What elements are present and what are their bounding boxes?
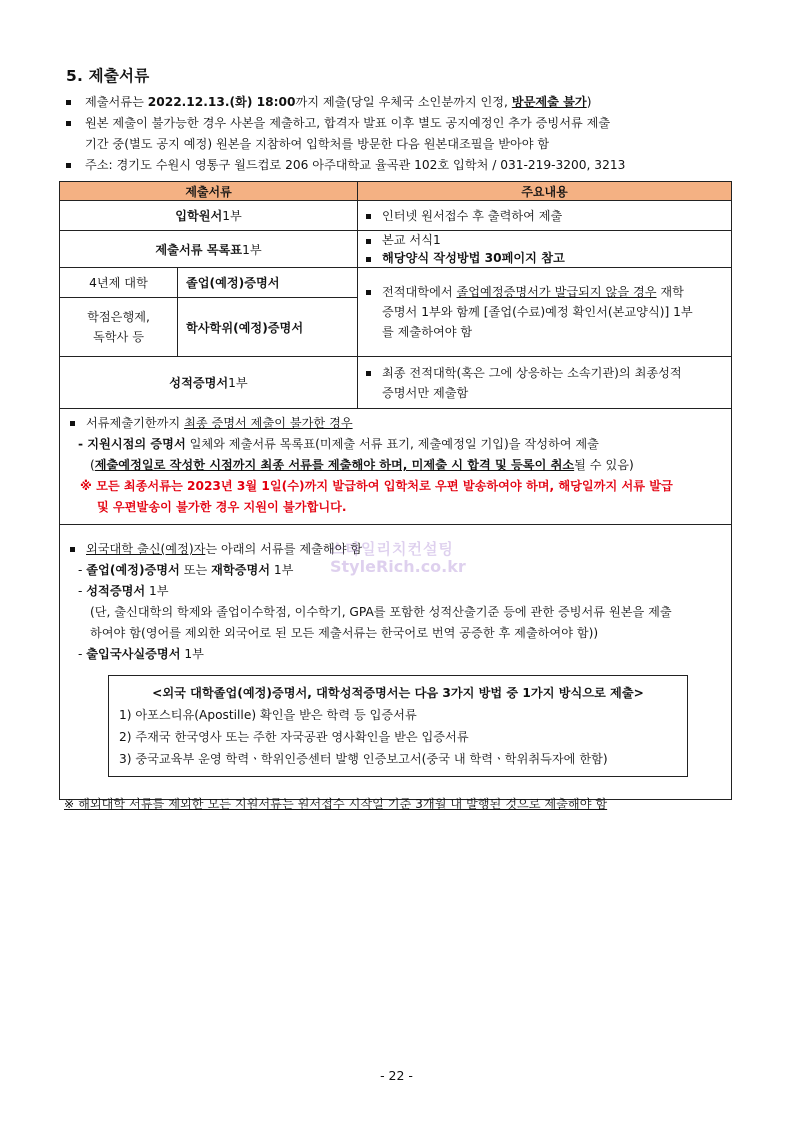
square-bullet-icon — [366, 214, 371, 219]
intro-bullets — [66, 92, 732, 176]
warning-note: ※ 모든 최종서류는 2023년 3월 1일(수)까지 발급하여 입학처로 우편 발송하여야 하며, 해당일까지 서류 발급 — [80, 479, 673, 493]
doc-transcript: 성적증명서 1부 — [60, 357, 358, 408]
page-number: - 22 - — [380, 1068, 413, 1083]
doc-graduation-cert: 졸업(예정)증명서 — [186, 276, 280, 290]
doc-checklist: 제출서류 목록표 1부 — [60, 231, 358, 267]
late-submission-block: 서류제출기한까지 최종 증명서 제출이 불가한 경우 - 지원시점의 증명서 일체와 제출서류 목록표(미제출 서류 표기, 제출예정일 기입)을 작성하여 제출 (제출예정일로 작성한 시점까지 최종 서류를 제출해야 하며, 미제출 시 합격 및 등록이 취소될 수 있음) ※ 모든 최종서류는 2023년 3월 1일(수)까지 발급하여 입학처로 우편 발송하여야 하며, 해당일까지 서류 발급 및 우편발송이 불가한 경우 지원이 불가합니다. — [60, 409, 731, 524]
header-content: 주요내용 — [521, 184, 568, 199]
bullet-deadline: 제출서류는 2022.12.13.(화) 18:00까지 제출(당일 우체국 소인분까지 인정, 방문제출 불가) — [66, 92, 732, 113]
bullet-address: 주소: 경기도 수원시 영통구 월드컵로 206 아주대학교 율곡관 102호 입학처 / 031-219-3200, 3213 — [66, 155, 732, 176]
table-row: 4년제 대학 졸업(예정)증명서 학점은행제, 독학사 등 학사학위(예정)증명서 전적대학에서 졸업예정증명서가 발급되지 않을 경우 재학 증명서 1부와 함께 [졸업(수료)예정 확인서(본교양식)] 1부 를 제출하여야 함 — [60, 267, 731, 356]
square-bullet-icon — [366, 371, 371, 376]
table-row: 제출서류 목록표 1부 본교 서식1 해당양식 작성방법 30페이지 참고 — [60, 230, 731, 267]
table-row: 입학원서 1부 인터넷 원서접수 후 출력하여 제출 — [60, 200, 731, 230]
table-row: 성적증명서 1부 최종 전적대학(혹은 그에 상응하는 소속기관)의 최종성적 증명서만 제출함 — [60, 356, 731, 408]
watermark-logo: 스타일리치컨설팅 StyleRich.co.kr — [330, 540, 466, 576]
doc-application: 입학원서 1부 — [60, 201, 358, 230]
foreign-university-block: 외국대학 출신(예정)자는 아래의 서류를 제출해야 함 - 졸업(예정)증명서 또는 재학증명서 1부 - 성적증명서 1부 (단, 출신대학의 학제와 졸업이수학점, 이수학기, GPA를 포함한 성적산출기준 등에 관한 증빙서류 원본을 제출 하여야 함(영어를 제외한 외국어로 된 모든 제출서류는 한국어로 번역 공증한 후 제출하여야 함)) - 출입국사실증명서 1부 <외국 대학졸업(예정)증명서, 대학성적증명서는 다음 3가지 방법 중 1가지 방식으로 제출> 1) 아포스티유(Apostille) 확인을 받은 학력 등 입증서류 2) 주재국 한국영사 또는 주한 자국공관 영사확인을 받은 입증서류 3) 중국교육부 운영 학력ㆍ학위인증센터 발행 인증보고서(중국 내 학력ㆍ학위취득자에 한함) — [60, 525, 731, 799]
table-header — [60, 182, 731, 200]
square-bullet-icon — [66, 163, 71, 168]
square-bullet-icon — [366, 239, 371, 244]
square-bullet-icon — [70, 547, 75, 552]
square-bullet-icon — [366, 290, 371, 295]
bullet-original: 원본 제출이 불가능한 경우 사본을 제출하고, 합격자 발표 이후 별도 공지예정인 추가 증빙서류 제출 기간 중(별도 공지 예정) 원본을 지참하여 입학처를 방문한 다음 원본대조필을 받아야 함 — [66, 113, 732, 155]
section-title: 5. 제출서류 — [66, 67, 150, 85]
doc-degree-cert: 학사학위(예정)증명서 — [186, 320, 304, 335]
square-bullet-icon — [66, 100, 71, 105]
square-bullet-icon — [66, 121, 71, 126]
sub-label-credit-bank: 학점은행제, 독학사 등 — [60, 298, 178, 356]
documents-table — [59, 181, 732, 800]
submission-methods-box: <외국 대학졸업(예정)증명서, 대학성적증명서는 다음 3가지 방법 중 1가지 방식으로 제출> 1) 아포스티유(Apostille) 확인을 받은 학력 등 입증서류 2) 주재국 한국영사 또는 주한 자국공관 영사확인을 받은 입증서류 3) 중국교육부 운영 학력ㆍ학위인증센터 발행 인증보고서(중국 내 학력ㆍ학위취득자에 한함) — [108, 675, 688, 777]
header-documents: 제출서류 — [60, 182, 358, 200]
square-bullet-icon — [70, 421, 75, 426]
table-row — [60, 408, 731, 524]
square-bullet-icon — [366, 257, 371, 262]
footnote: ※ 해외대학 서류를 제외한 모든 지원서류는 원서접수 시작일 기준 3개월 내 발행된 것으로 제출해야 함 — [64, 797, 608, 811]
sub-label-4yr: 4년제 대학 — [60, 268, 178, 297]
